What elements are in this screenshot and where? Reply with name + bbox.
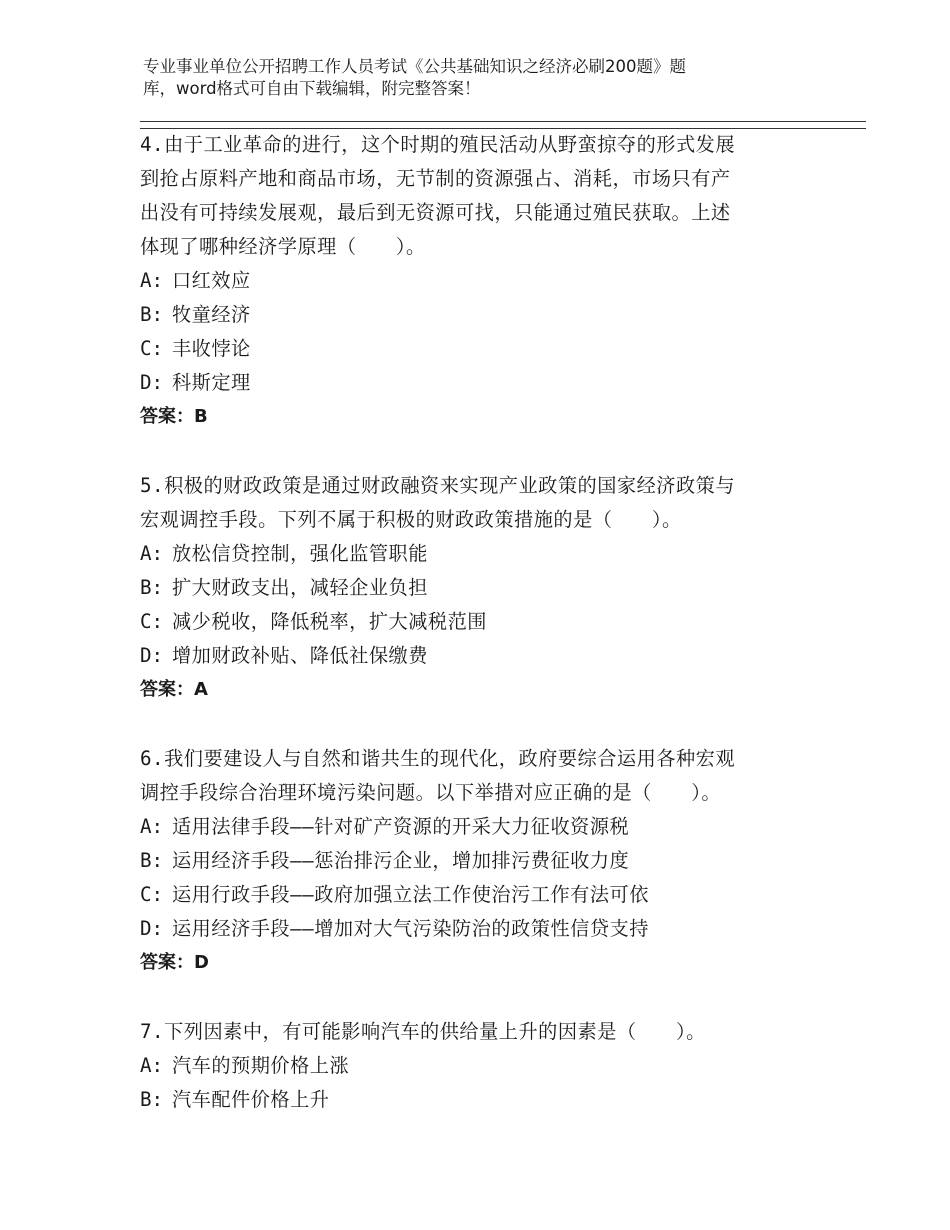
option-key: A: <box>140 269 164 292</box>
option-text: 运用经济手段——惩治排污企业，增加排污费征收力度 <box>172 849 630 872</box>
option-key: C: <box>140 337 164 360</box>
option-text: 汽车的预期价格上涨 <box>172 1054 350 1077</box>
option-key: C: <box>140 610 164 633</box>
stem-line: 6.我们要建设人与自然和谐共生的现代化，政府要综合运用各种宏观 <box>140 747 736 770</box>
question-stem <box>140 742 870 810</box>
stem-line: 7.下列因素中，有可能影响汽车的供给量上升的因素是（ ）。 <box>140 1020 706 1043</box>
question-6 <box>140 742 870 980</box>
question-7 <box>140 1015 870 1117</box>
option-key: C: <box>140 883 164 906</box>
option-a <box>140 264 870 298</box>
question-gap <box>140 434 870 469</box>
option-b <box>140 571 870 605</box>
option-c <box>140 878 870 912</box>
option-key: B: <box>140 1088 164 1111</box>
stem-line: 5.积极的财政政策是通过财政融资来实现产业政策的国家经济政策与 <box>140 474 736 497</box>
option-text: 运用经济手段——增加对大气污染防治的政策性信贷支持 <box>172 917 649 940</box>
stem-line: 4.由于工业革命的进行，这个时期的殖民活动从野蛮掠夺的形式发展 <box>140 133 736 156</box>
option-key: D: <box>140 371 164 394</box>
option-key: B: <box>140 303 164 326</box>
question-list <box>140 128 870 1117</box>
option-c <box>140 332 870 366</box>
option-text: 适用法律手段——针对矿产资源的开采大力征收资源税 <box>172 815 630 838</box>
page-header <box>143 56 843 100</box>
question-gap <box>140 980 870 1015</box>
option-text: 运用行政手段——政府加强立法工作使治污工作有法可依 <box>172 883 649 906</box>
option-c <box>140 605 870 639</box>
question-4 <box>140 128 870 434</box>
option-text: 减少税收，降低税率，扩大减税范围 <box>172 610 487 633</box>
answer-label: 答案：B <box>140 406 208 427</box>
option-a <box>140 1049 870 1083</box>
stem-line: 到抢占原料产地和商品市场，无节制的资源强占、消耗，市场只有产 <box>140 167 731 190</box>
stem-line: 出没有可持续发展观，最后到无资源可找，只能通过殖民获取。上述 <box>140 201 731 224</box>
stem-line: 宏观调控手段。下列不属于积极的财政政策措施的是（ ）。 <box>140 508 682 531</box>
question-stem <box>140 1015 870 1049</box>
option-key: D: <box>140 644 164 667</box>
option-b <box>140 298 870 332</box>
option-text: 扩大财政支出，减轻企业负担 <box>172 576 428 599</box>
option-b <box>140 1083 870 1117</box>
option-b <box>140 844 870 878</box>
header-line-2: 库，word格式可自由下载编辑，附完整答案！ <box>143 79 481 98</box>
option-d <box>140 912 870 946</box>
stem-line: 调控手段综合治理环境污染问题。以下举措对应正确的是（ ）。 <box>140 781 722 804</box>
option-a <box>140 810 870 844</box>
question-stem <box>140 469 870 537</box>
answer-label: 答案：A <box>140 679 208 700</box>
header-line-1: 专业事业单位公开招聘工作人员考试《公共基础知识之经济必刷200题》题 <box>143 57 686 76</box>
option-text: 口红效应 <box>172 269 251 292</box>
option-d <box>140 366 870 400</box>
question-gap <box>140 707 870 742</box>
option-key: A: <box>140 542 164 565</box>
question-5 <box>140 469 870 707</box>
option-text: 汽车配件价格上升 <box>172 1088 330 1111</box>
option-key: B: <box>140 576 164 599</box>
option-key: A: <box>140 815 164 838</box>
option-text: 丰收悖论 <box>172 337 251 360</box>
option-a <box>140 537 870 571</box>
option-key: B: <box>140 849 164 872</box>
option-key: A: <box>140 1054 164 1077</box>
option-text: 增加财政补贴、降低社保缴费 <box>172 644 428 667</box>
stem-line: 体现了哪种经济学原理（ ）。 <box>140 235 426 258</box>
option-key: D: <box>140 917 164 940</box>
option-d <box>140 639 870 673</box>
answer-label: 答案：D <box>140 952 209 973</box>
question-stem <box>140 128 870 264</box>
option-text: 科斯定理 <box>172 371 251 394</box>
option-text: 放松信贷控制，强化监管职能 <box>172 542 428 565</box>
option-text: 牧童经济 <box>172 303 251 326</box>
